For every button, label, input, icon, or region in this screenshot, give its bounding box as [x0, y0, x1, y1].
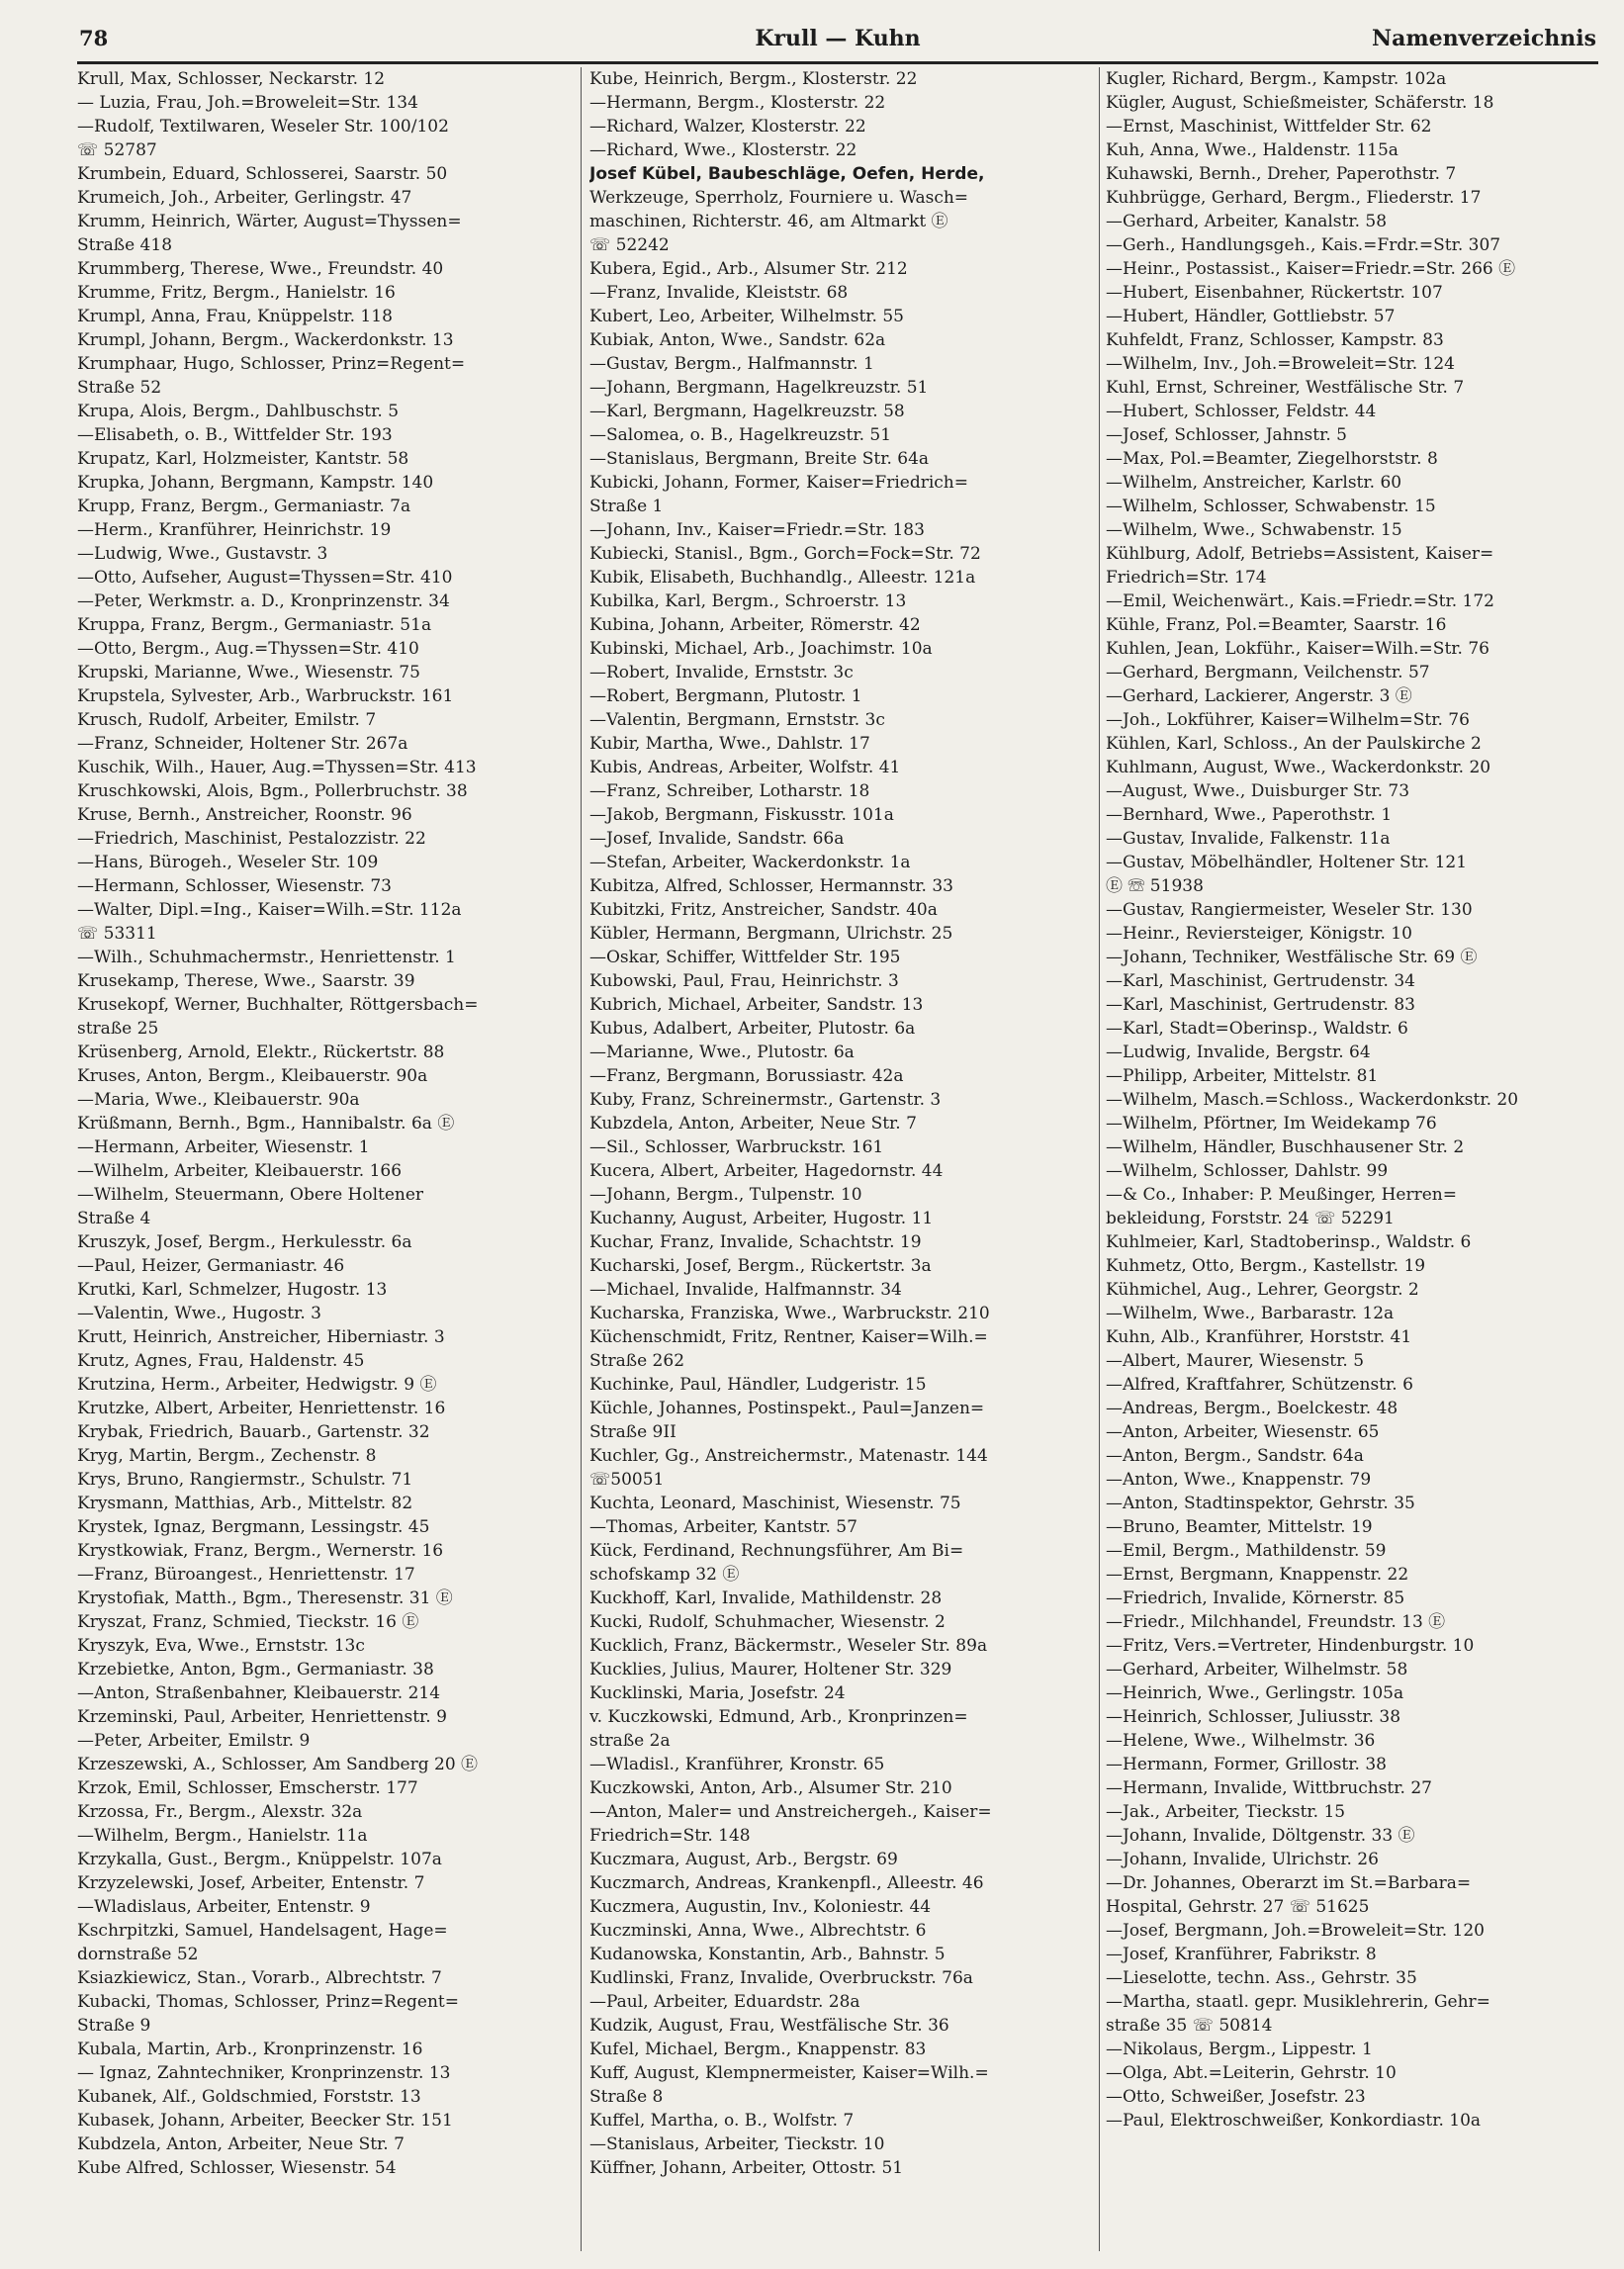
- directory-entry: —Karl, Stadt=Oberinsp., Waldstr. 6: [1106, 1019, 1408, 1039]
- directory-entry: —Peter, Arbeiter, Emilstr. 9: [77, 1731, 311, 1751]
- directory-entry: —Wilhelm, Wwe., Barbarastr. 12a: [1106, 1304, 1395, 1323]
- directory-entry: —Valentin, Wwe., Hugostr. 3: [77, 1304, 321, 1323]
- directory-entry: —Friedrich, Maschinist, Pestalozzistr. 22: [77, 829, 426, 849]
- directory-entry: Kubrich, Michael, Arbeiter, Sandstr. 13: [589, 995, 924, 1015]
- directory-entry: Kucklies, Julius, Maurer, Holtener Str. 329: [589, 1660, 952, 1679]
- directory-entry: —Wilhelm, Händler, Buschhausener Str. 2: [1106, 1137, 1465, 1157]
- directory-entry: Kube, Heinrich, Bergm., Klosterstr. 22: [589, 69, 918, 89]
- directory-entry: —Nikolaus, Bergm., Lippestr. 1: [1106, 2040, 1373, 2059]
- directory-entry: Kuczmera, Augustin, Inv., Koloniestr. 44: [589, 1897, 932, 1917]
- directory-entry: Krumme, Fritz, Bergm., Hanielstr. 16: [77, 283, 396, 303]
- directory-entry: Küchenschmidt, Fritz, Rentner, Kaiser=Wilh.=: [589, 1327, 988, 1347]
- directory-entry: —Dr. Johannes, Oberarzt im St.=Barbara=: [1106, 1873, 1472, 1893]
- directory-entry: —Emil, Weichenwärt., Kais.=Friedr.=Str. 172: [1106, 591, 1494, 611]
- directory-entry: Kuhlmeier, Karl, Stadtoberinsp., Waldstr. 6: [1106, 1232, 1472, 1252]
- directory-entry: —Paul, Elektroschweißer, Konkordiastr. 10a: [1106, 2111, 1482, 2131]
- directory-entry: Kuhawski, Bernh., Dreher, Paperothstr. 7: [1106, 164, 1457, 184]
- directory-entry: Kufel, Michael, Bergm., Knappenstr. 83: [589, 2040, 927, 2059]
- directory-entry: —Emil, Bergm., Mathildenstr. 59: [1106, 1541, 1387, 1561]
- directory-entry: ☏50051: [589, 1470, 665, 1490]
- directory-entry: —Heinrich, Schlosser, Juliusstr. 38: [1106, 1707, 1401, 1727]
- columns: [77, 67, 1598, 2257]
- directory-entry: schofskamp 32 Ⓔ: [589, 1565, 740, 1585]
- directory-entry: Küffner, Johann, Arbeiter, Ottostr. 51: [589, 2158, 904, 2178]
- directory-entry: —Marianne, Wwe., Plutostr. 6a: [589, 1043, 855, 1062]
- directory-entry: Kucki, Rudolf, Schuhmacher, Wiesenstr. 2: [589, 1612, 946, 1632]
- directory-entry: ☏ 52242: [589, 235, 670, 255]
- directory-entry: —Karl, Maschinist, Gertrudenstr. 34: [1106, 971, 1415, 991]
- directory-entry: —Gerhard, Arbeiter, Wilhelmstr. 58: [1106, 1660, 1408, 1679]
- directory-entry: —Peter, Werkmstr. a. D., Kronprinzenstr. 34: [77, 591, 450, 611]
- directory-entry: Kruschkowski, Alois, Bgm., Pollerbruchstr. 38: [77, 781, 468, 801]
- directory-entry: Krull, Max, Schlosser, Neckarstr. 12: [77, 69, 386, 89]
- directory-entry: Kubik, Elisabeth, Buchhandlg., Alleestr. 121a: [589, 568, 976, 588]
- directory-entry: —Hermann, Former, Grillostr. 38: [1106, 1755, 1387, 1774]
- directory-entry: —Otto, Schweißer, Josefstr. 23: [1106, 2087, 1366, 2107]
- directory-entry: bekleidung, Forststr. 24 ☏ 52291: [1106, 1209, 1395, 1228]
- directory-entry: —Thomas, Arbeiter, Kantstr. 57: [589, 1517, 857, 1537]
- directory-entry: Kühle, Franz, Pol.=Beamter, Saarstr. 16: [1106, 615, 1447, 635]
- directory-entry: —Philipp, Arbeiter, Mittelstr. 81: [1106, 1066, 1379, 1086]
- directory-entry: Kuczmarch, Andreas, Krankenpfl., Alleestr. 46: [589, 1873, 984, 1893]
- directory-entry: Kühlburg, Adolf, Betriebs=Assistent, Kaiser=: [1106, 544, 1494, 564]
- directory-entry: —Friedrich, Invalide, Körnerstr. 85: [1106, 1588, 1405, 1608]
- directory-entry: —Hubert, Schlosser, Feldstr. 44: [1106, 402, 1377, 421]
- directory-entry: —Gerhard, Arbeiter, Kanalstr. 58: [1106, 212, 1388, 231]
- directory-entry: Kubinski, Michael, Arb., Joachimstr. 10a: [589, 639, 933, 659]
- directory-entry: straße 25: [77, 1019, 159, 1039]
- directory-entry: Kugler, Richard, Bergm., Kampstr. 102a: [1106, 69, 1447, 89]
- directory-entry: —Paul, Arbeiter, Eduardstr. 28a: [589, 1992, 860, 2012]
- directory-entry: —Friedr., Milchhandel, Freundstr. 13 Ⓔ: [1106, 1612, 1446, 1632]
- directory-entry: Krumm, Heinrich, Wärter, August=Thyssen=: [77, 212, 462, 231]
- directory-entry: —Bruno, Beamter, Mittelstr. 19: [1106, 1517, 1373, 1537]
- directory-entry: Kubert, Leo, Arbeiter, Wilhelmstr. 55: [589, 307, 904, 326]
- directory-entry: Krupstela, Sylvester, Arb., Warbruckstr. 161: [77, 686, 454, 706]
- directory-entry: Kruppa, Franz, Bergm., Germaniastr. 51a: [77, 615, 432, 635]
- directory-entry: —Anton, Straßenbahner, Kleibauerstr. 214: [77, 1683, 441, 1703]
- directory-entry: Krzeszewski, A., Schlosser, Am Sandberg 20 Ⓔ: [77, 1755, 479, 1774]
- directory-entry: —Josef, Kranführer, Fabrikstr. 8: [1106, 1945, 1377, 1964]
- directory-entry: Krzeminski, Paul, Arbeiter, Henriettenstr. 9: [77, 1707, 447, 1727]
- directory-entry: Kuhlmann, August, Wwe., Wackerdonkstr. 20: [1106, 758, 1491, 777]
- directory-entry: Kruse, Bernh., Anstreicher, Roonstr. 96: [77, 805, 412, 825]
- directory-entry: Krüsenberg, Arnold, Elektr., Rückertstr. 88: [77, 1043, 445, 1062]
- directory-entry: Krummberg, Therese, Wwe., Freundstr. 40: [77, 259, 444, 279]
- directory-entry: Straße 418: [77, 235, 173, 255]
- directory-entry: Ⓔ ☏ 51938: [1106, 876, 1204, 896]
- directory-entry: Krys, Bruno, Rangiermstr., Schulstr. 71: [77, 1470, 413, 1490]
- directory-entry: —Johann, Inv., Kaiser=Friedr.=Str. 183: [589, 520, 925, 540]
- directory-entry: Kuh, Anna, Wwe., Haldenstr. 115a: [1106, 140, 1398, 160]
- directory-entry: Kügler, August, Schießmeister, Schäferstr. 18: [1106, 93, 1494, 113]
- directory-entry: Kuhn, Alb., Kranführer, Horststr. 41: [1106, 1327, 1412, 1347]
- directory-entry: Kubilka, Karl, Bergm., Schroerstr. 13: [589, 591, 907, 611]
- directory-entry: —Karl, Bergmann, Hagelkreuzstr. 58: [589, 402, 905, 421]
- directory-entry: —Gustav, Invalide, Falkenstr. 11a: [1106, 829, 1391, 849]
- directory-entry: Kubdzela, Anton, Arbeiter, Neue Str. 7: [77, 2134, 405, 2154]
- directory-entry: Krumpl, Anna, Frau, Knüppelstr. 118: [77, 307, 393, 326]
- directory-entry: Kuff, August, Klempnermeister, Kaiser=Wilh.=: [589, 2063, 989, 2083]
- directory-entry: Kuczmara, August, Arb., Bergstr. 69: [589, 1850, 898, 1869]
- directory-entry: Kübler, Hermann, Bergmann, Ulrichstr. 25: [589, 924, 953, 944]
- directory-entry: —Hermann, Schlosser, Wiesenstr. 73: [77, 876, 392, 896]
- directory-entry: —Wilhelm, Wwe., Schwabenstr. 15: [1106, 520, 1402, 540]
- directory-entry: Krzok, Emil, Schlosser, Emscherstr. 177: [77, 1778, 418, 1798]
- directory-entry: —Franz, Schreiber, Lotharstr. 18: [589, 781, 870, 801]
- directory-entry: —Hubert, Eisenbahner, Rückertstr. 107: [1106, 283, 1443, 303]
- directory-entry: —Franz, Schneider, Holtener Str. 267a: [77, 734, 408, 754]
- directory-entry: —Wilhelm, Pförtner, Im Weidekamp 76: [1106, 1114, 1437, 1134]
- directory-entry: Krusekamp, Therese, Wwe., Saarstr. 39: [77, 971, 415, 991]
- directory-entry: Krutzke, Albert, Arbeiter, Henriettenstr. 16: [77, 1399, 446, 1418]
- directory-entry: Kruses, Anton, Bergm., Kleibauerstr. 90a: [77, 1066, 428, 1086]
- directory-entry: v. Kuczkowski, Edmund, Arb., Kronprinzen=: [589, 1707, 968, 1727]
- directory-entry: dornstraße 52: [77, 1945, 199, 1964]
- directory-entry: —Bernhard, Wwe., Paperothstr. 1: [1106, 805, 1393, 825]
- directory-entry: —August, Wwe., Duisburger Str. 73: [1106, 781, 1410, 801]
- directory-entry: —Ludwig, Wwe., Gustavstr. 3: [77, 544, 328, 564]
- directory-entry: Kuby, Franz, Schreinermstr., Gartenstr. 3: [589, 1090, 942, 1110]
- directory-entry: —Wladisl., Kranführer, Kronstr. 65: [589, 1755, 885, 1774]
- directory-entry: Kuhmetz, Otto, Bergm., Kastellstr. 19: [1106, 1256, 1426, 1276]
- directory-entry: Straße 1: [589, 497, 664, 516]
- directory-entry: Kuchanny, August, Arbeiter, Hugostr. 11: [589, 1209, 934, 1228]
- directory-entry: Kubicki, Johann, Former, Kaiser=Friedrich=: [589, 473, 968, 493]
- directory-entry: Kubiak, Anton, Wwe., Sandstr. 62a: [589, 330, 886, 350]
- directory-entry: —Ernst, Maschinist, Wittfelder Str. 62: [1106, 117, 1432, 136]
- directory-entry: Kudlinski, Franz, Invalide, Overbruckstr. 76a: [589, 1968, 973, 1988]
- directory-entry: Kubiecki, Stanisl., Bgm., Gorch=Fock=Str. 72: [589, 544, 981, 564]
- directory-entry: —Josef, Invalide, Sandstr. 66a: [589, 829, 845, 849]
- directory-entry: Kubanek, Alf., Goldschmied, Forststr. 13: [77, 2087, 421, 2107]
- directory-entry: —Oskar, Schiffer, Wittfelder Str. 195: [589, 948, 901, 967]
- directory-entry: Kubus, Adalbert, Arbeiter, Plutostr. 6a: [589, 1019, 916, 1039]
- directory-entry: Ksiazkiewicz, Stan., Vorarb., Albrechtstr. 7: [77, 1968, 442, 1988]
- directory-page: [77, 22, 1598, 2257]
- directory-entry: —Hubert, Händler, Gottliebstr. 57: [1106, 307, 1396, 326]
- directory-entry: ☏ 52787: [77, 140, 157, 160]
- directory-entry: —Paul, Heizer, Germaniastr. 46: [77, 1256, 345, 1276]
- directory-entry: —Herm., Kranführer, Heinrichstr. 19: [77, 520, 392, 540]
- directory-entry: Kubasek, Johann, Arbeiter, Beecker Str. 151: [77, 2111, 453, 2131]
- directory-entry: Kubzdela, Anton, Arbeiter, Neue Str. 7: [589, 1114, 917, 1134]
- directory-entry: —Gustav, Bergm., Halfmannstr. 1: [589, 354, 874, 374]
- directory-entry: Kubowski, Paul, Frau, Heinrichstr. 3: [589, 971, 899, 991]
- directory-entry: Kuhl, Ernst, Schreiner, Westfälische Str. 7: [1106, 378, 1465, 398]
- directory-entry: Krutt, Heinrich, Anstreicher, Hiberniastr. 3: [77, 1327, 445, 1347]
- directory-entry: Kucklinski, Maria, Josefstr. 24: [589, 1683, 846, 1703]
- directory-entry: Krumeich, Joh., Arbeiter, Gerlingstr. 47: [77, 188, 412, 208]
- directory-entry: —Stanislaus, Arbeiter, Tieckstr. 10: [589, 2134, 885, 2154]
- directory-entry: —Anton, Arbeiter, Wiesenstr. 65: [1106, 1422, 1380, 1442]
- directory-entry: —Franz, Invalide, Kleiststr. 68: [589, 283, 849, 303]
- directory-entry: Kuffel, Martha, o. B., Wolfstr. 7: [589, 2111, 855, 2131]
- directory-entry: —Wilhelm, Anstreicher, Karlstr. 60: [1106, 473, 1402, 493]
- directory-entry: Krusekopf, Werner, Buchhalter, Röttgersbach=: [77, 995, 479, 1015]
- directory-entry: Kryszat, Franz, Schmied, Tieckstr. 16 Ⓔ: [77, 1612, 419, 1632]
- column-3: [1106, 67, 1598, 2253]
- directory-entry: Josef Kübel, Baubeschläge, Oefen, Herde,: [589, 164, 985, 184]
- directory-entry: Kuczkowski, Anton, Arb., Alsumer Str. 210: [589, 1778, 952, 1798]
- directory-entry: Kuchinke, Paul, Händler, Ludgeristr. 15: [589, 1375, 927, 1395]
- directory-entry: Friedrich=Str. 174: [1106, 568, 1267, 588]
- directory-entry: —Johann, Invalide, Döltgenstr. 33 Ⓔ: [1106, 1826, 1415, 1846]
- directory-entry: Kudzik, August, Frau, Westfälische Str. 36: [589, 2016, 949, 2036]
- directory-entry: —Robert, Invalide, Ernststr. 3c: [589, 663, 854, 682]
- directory-entry: —Anton, Maler= und Anstreichergeh., Kaiser=: [589, 1802, 992, 1822]
- directory-entry: Krystek, Ignaz, Bergmann, Lessingstr. 45: [77, 1517, 430, 1537]
- directory-entry: —Johann, Bergm., Tulpenstr. 10: [589, 1185, 862, 1205]
- directory-entry: Straße 9: [77, 2016, 151, 2036]
- directory-entry: —Anton, Bergm., Sandstr. 64a: [1106, 1446, 1364, 1466]
- directory-entry: Krumphaar, Hugo, Schlosser, Prinz=Regent=: [77, 354, 466, 374]
- directory-entry: Kubala, Martin, Arb., Kronprinzenstr. 16: [77, 2040, 423, 2059]
- directory-entry: Kube Alfred, Schlosser, Wiesenstr. 54: [77, 2158, 397, 2178]
- directory-entry: —Hermann, Invalide, Wittbruchstr. 27: [1106, 1778, 1432, 1798]
- directory-entry: Krusch, Rudolf, Arbeiter, Emilstr. 7: [77, 710, 377, 730]
- directory-entry: —Joh., Lokführer, Kaiser=Wilhelm=Str. 76: [1106, 710, 1470, 730]
- directory-entry: Kuchar, Franz, Invalide, Schachtstr. 19: [589, 1232, 922, 1252]
- directory-entry: —Salomea, o. B., Hagelkreuzstr. 51: [589, 425, 892, 445]
- directory-entry: Kucklich, Franz, Bäckermstr., Weseler Str. 89a: [589, 1636, 988, 1656]
- directory-entry: Krupka, Johann, Bergmann, Kampstr. 140: [77, 473, 434, 493]
- directory-entry: —Michael, Invalide, Halfmannstr. 34: [589, 1280, 902, 1300]
- directory-entry: —Martha, staatl. gepr. Musiklehrerin, Gehr=: [1106, 1992, 1490, 2012]
- directory-entry: Kuhfeldt, Franz, Schlosser, Kampstr. 83: [1106, 330, 1444, 350]
- column-2: [589, 67, 1092, 2253]
- directory-entry: Krupp, Franz, Bergm., Germaniastr. 7a: [77, 497, 411, 516]
- directory-entry: —Valentin, Bergmann, Ernststr. 3c: [589, 710, 885, 730]
- directory-entry: —Karl, Maschinist, Gertrudenstr. 83: [1106, 995, 1415, 1015]
- directory-entry: —Josef, Bergmann, Joh.=Broweleit=Str. 120: [1106, 1921, 1485, 1941]
- directory-entry: —Olga, Abt.=Leiterin, Gehrstr. 10: [1106, 2063, 1397, 2083]
- directory-entry: Kruszyk, Josef, Bergm., Herkulesstr. 6a: [77, 1232, 412, 1252]
- directory-entry: —Gerhard, Bergmann, Veilchenstr. 57: [1106, 663, 1430, 682]
- directory-entry: Kuhlen, Jean, Lokführ., Kaiser=Wilh.=Str. 76: [1106, 639, 1489, 659]
- directory-entry: Kück, Ferdinand, Rechnungsführer, Am Bi=: [589, 1541, 964, 1561]
- directory-entry: —Anton, Stadtinspektor, Gehrstr. 35: [1106, 1494, 1415, 1513]
- directory-entry: —Sil., Schlosser, Warbruckstr. 161: [589, 1137, 884, 1157]
- directory-entry: —Wilhelm, Inv., Joh.=Broweleit=Str. 124: [1106, 354, 1455, 374]
- directory-entry: Krzebietke, Anton, Bgm., Germaniastr. 38: [77, 1660, 434, 1679]
- directory-entry: —Albert, Maurer, Wiesenstr. 5: [1106, 1351, 1365, 1371]
- directory-entry: Krupatz, Karl, Holzmeister, Kantstr. 58: [77, 449, 409, 469]
- directory-entry: Straße 262: [589, 1351, 685, 1371]
- directory-entry: —Richard, Walzer, Klosterstr. 22: [589, 117, 866, 136]
- directory-entry: Werkzeuge, Sperrholz, Fourniere u. Wasch=: [589, 188, 969, 208]
- directory-entry: Krystkowiak, Franz, Bergm., Wernerstr. 16: [77, 1541, 444, 1561]
- directory-entry: —Wilhelm, Schlosser, Schwabenstr. 15: [1106, 497, 1436, 516]
- directory-entry: —Andreas, Bergm., Boelckestr. 48: [1106, 1399, 1398, 1418]
- directory-entry: Kuchta, Leonard, Maschinist, Wiesenstr. 75: [589, 1494, 961, 1513]
- directory-entry: —Wilhelm, Masch.=Schloss., Wackerdonkstr. 20: [1106, 1090, 1519, 1110]
- directory-entry: Krystofiak, Matth., Bgm., Theresenstr. 31 Ⓔ: [77, 1588, 453, 1608]
- directory-entry: straße 35 ☏ 50814: [1106, 2016, 1273, 2036]
- directory-entry: Küchle, Johannes, Postinspekt., Paul=Janzen=: [589, 1399, 985, 1418]
- directory-entry: Kryg, Martin, Bergm., Zechenstr. 8: [77, 1446, 377, 1466]
- directory-entry: Krybak, Friedrich, Bauarb., Gartenstr. 32: [77, 1422, 430, 1442]
- directory-entry: Kubir, Martha, Wwe., Dahlstr. 17: [589, 734, 870, 754]
- directory-entry: Hospital, Gehrstr. 27 ☏ 51625: [1106, 1897, 1370, 1917]
- directory-entry: Kubina, Johann, Arbeiter, Römerstr. 42: [589, 615, 921, 635]
- directory-entry: —Ernst, Bergmann, Knappenstr. 22: [1106, 1565, 1409, 1585]
- directory-entry: Kuchler, Gg., Anstreichermstr., Matenastr. 144: [589, 1446, 988, 1466]
- directory-entry: —Gustav, Möbelhändler, Holtener Str. 121: [1106, 853, 1468, 872]
- directory-entry: Kucharski, Josef, Bergm., Rückertstr. 3a: [589, 1256, 932, 1276]
- directory-entry: Kryszyk, Eva, Wwe., Ernststr. 13c: [77, 1636, 365, 1656]
- directory-entry: —Rudolf, Textilwaren, Weseler Str. 100/102: [77, 117, 449, 136]
- directory-entry: —Gustav, Rangiermeister, Weseler Str. 130: [1106, 900, 1473, 920]
- page-header: [77, 22, 1598, 64]
- directory-entry: —Johann, Invalide, Ulrichstr. 26: [1106, 1850, 1379, 1869]
- page-number: 78: [79, 26, 109, 50]
- directory-entry: —Richard, Wwe., Klosterstr. 22: [589, 140, 857, 160]
- directory-entry: Krumbein, Eduard, Schlosserei, Saarstr. 50: [77, 164, 448, 184]
- directory-entry: Krupa, Alois, Bergm., Dahlbuschstr. 5: [77, 402, 400, 421]
- directory-entry: straße 2a: [589, 1731, 671, 1751]
- directory-entry: —Franz, Büroangest., Henriettenstr. 17: [77, 1565, 415, 1585]
- directory-entry: Krumpl, Johann, Bergm., Wackerdonkstr. 13: [77, 330, 454, 350]
- directory-entry: Kuckhoff, Karl, Invalide, Mathildenstr. 28: [589, 1588, 943, 1608]
- directory-entry: Kuschik, Wilh., Hauer, Aug.=Thyssen=Str. 413: [77, 758, 477, 777]
- directory-entry: —Wilhelm, Bergm., Hanielstr. 11a: [77, 1826, 368, 1846]
- directory-entry: —Elisabeth, o. B., Wittfelder Str. 193: [77, 425, 393, 445]
- directory-entry: Kubitzki, Fritz, Anstreicher, Sandstr. 40a: [589, 900, 938, 920]
- directory-entry: — Luzia, Frau, Joh.=Broweleit=Str. 134: [77, 93, 418, 113]
- directory-entry: —Max, Pol.=Beamter, Ziegelhorststr. 8: [1106, 449, 1438, 469]
- directory-entry: —Heinrich, Wwe., Gerlingstr. 105a: [1106, 1683, 1404, 1703]
- directory-entry: —Helene, Wwe., Wilhelmstr. 36: [1106, 1731, 1376, 1751]
- directory-entry: —Gerh., Handlungsgeh., Kais.=Frdr.=Str. 307: [1106, 235, 1501, 255]
- directory-entry: —Lieselotte, techn. Ass., Gehrstr. 35: [1106, 1968, 1417, 1988]
- directory-entry: —Wilhelm, Schlosser, Dahlstr. 99: [1106, 1161, 1389, 1181]
- directory-entry: —Wilhelm, Steuermann, Obere Holtener: [77, 1185, 424, 1205]
- directory-entry: —Fritz, Vers.=Vertreter, Hindenburgstr. 10: [1106, 1636, 1475, 1656]
- directory-entry: Krupski, Marianne, Wwe., Wiesenstr. 75: [77, 663, 420, 682]
- directory-entry: —Heinr., Reviersteiger, Königstr. 10: [1106, 924, 1412, 944]
- directory-entry: —Alfred, Kraftfahrer, Schützenstr. 6: [1106, 1375, 1413, 1395]
- directory-entry: —Wladislaus, Arbeiter, Entenstr. 9: [77, 1897, 371, 1917]
- directory-entry: Krzykalla, Gust., Bergm., Knüppelstr. 107a: [77, 1850, 442, 1869]
- directory-entry: —Robert, Bergmann, Plutostr. 1: [589, 686, 862, 706]
- directory-entry: —Franz, Bergmann, Borussiastr. 42a: [589, 1066, 904, 1086]
- directory-entry: —Hans, Bürogeh., Weseler Str. 109: [77, 853, 379, 872]
- directory-entry: —Ludwig, Invalide, Bergstr. 64: [1106, 1043, 1371, 1062]
- directory-entry: —Johann, Bergmann, Hagelkreuzstr. 51: [589, 378, 929, 398]
- directory-entry: —Hermann, Arbeiter, Wiesenstr. 1: [77, 1137, 370, 1157]
- directory-entry: Kudanowska, Konstantin, Arb., Bahnstr. 5: [589, 1945, 946, 1964]
- directory-entry: Kucera, Albert, Arbeiter, Hagedornstr. 44: [589, 1161, 944, 1181]
- directory-entry: Krzyzelewski, Josef, Arbeiter, Entenstr. 7: [77, 1873, 425, 1893]
- directory-entry: Kschrpitzki, Samuel, Handelsagent, Hage=: [77, 1921, 448, 1941]
- directory-entry: Friedrich=Str. 148: [589, 1826, 751, 1846]
- directory-entry: Straße 52: [77, 378, 162, 398]
- directory-entry: Kubis, Andreas, Arbeiter, Wolfstr. 41: [589, 758, 901, 777]
- directory-entry: —Hermann, Bergm., Klosterstr. 22: [589, 93, 886, 113]
- directory-entry: Kucharska, Franziska, Wwe., Warbruckstr. 210: [589, 1304, 990, 1323]
- directory-entry: —Heinr., Postassist., Kaiser=Friedr.=Str. 266 Ⓔ: [1106, 259, 1516, 279]
- directory-entry: Kuhbrügge, Gerhard, Bergm., Fliederstr. 17: [1106, 188, 1482, 208]
- column-1: [77, 67, 574, 2253]
- directory-entry: —Johann, Techniker, Westfälische Str. 69 Ⓔ: [1106, 948, 1478, 967]
- directory-entry: Kubacki, Thomas, Schlosser, Prinz=Regent=: [77, 1992, 460, 2012]
- directory-entry: ☏ 53311: [77, 924, 157, 944]
- directory-entry: —Gerhard, Lackierer, Angerstr. 3 Ⓔ: [1106, 686, 1412, 706]
- directory-entry: Kubitza, Alfred, Schlosser, Hermannstr. 33: [589, 876, 953, 896]
- directory-entry: Krutz, Agnes, Frau, Haldenstr. 45: [77, 1351, 365, 1371]
- directory-entry: Kühlen, Karl, Schloss., An der Paulskirche 2: [1106, 734, 1482, 754]
- directory-entry: —Maria, Wwe., Kleibauerstr. 90a: [77, 1090, 360, 1110]
- directory-entry: maschinen, Richterstr. 46, am Altmarkt Ⓔ: [589, 212, 948, 231]
- directory-entry: Kühmichel, Aug., Lehrer, Georgstr. 2: [1106, 1280, 1419, 1300]
- directory-entry: — Ignaz, Zahntechniker, Kronprinzenstr. 13: [77, 2063, 451, 2083]
- directory-entry: —Otto, Aufseher, August=Thyssen=Str. 410: [77, 568, 453, 588]
- directory-entry: Kuczminski, Anna, Wwe., Albrechtstr. 6: [589, 1921, 927, 1941]
- directory-entry: Straße 9II: [589, 1422, 677, 1442]
- directory-entry: —Stefan, Arbeiter, Wackerdonkstr. 1a: [589, 853, 911, 872]
- directory-entry: —Wilhelm, Arbeiter, Kleibauerstr. 166: [77, 1161, 403, 1181]
- directory-entry: —Jakob, Bergmann, Fiskusstr. 101a: [589, 805, 894, 825]
- directory-entry: Krutzina, Herm., Arbeiter, Hedwigstr. 9 Ⓔ: [77, 1375, 437, 1395]
- directory-entry: —Anton, Wwe., Knappenstr. 79: [1106, 1470, 1372, 1490]
- directory-entry: —Walter, Dipl.=Ing., Kaiser=Wilh.=Str. 112a: [77, 900, 462, 920]
- directory-entry: Krysmann, Matthias, Arb., Mittelstr. 82: [77, 1494, 413, 1513]
- directory-entry: —Otto, Bergm., Aug.=Thyssen=Str. 410: [77, 639, 419, 659]
- directory-entry: Krüßmann, Bernh., Bgm., Hannibalstr. 6a Ⓔ: [77, 1114, 455, 1134]
- directory-entry: —Stanislaus, Bergmann, Breite Str. 64a: [589, 449, 930, 469]
- section-title: Namenverzeichnis: [1372, 26, 1596, 51]
- directory-entry: Krzossa, Fr., Bergm., Alexstr. 32a: [77, 1802, 363, 1822]
- directory-entry: —Josef, Schlosser, Jahnstr. 5: [1106, 425, 1347, 445]
- directory-entry: —& Co., Inhaber: P. Meußinger, Herren=: [1106, 1185, 1457, 1205]
- directory-entry: Straße 8: [589, 2087, 664, 2107]
- directory-entry: —Jak., Arbeiter, Tieckstr. 15: [1106, 1802, 1346, 1822]
- directory-entry: Kubera, Egid., Arb., Alsumer Str. 212: [589, 259, 908, 279]
- directory-entry: —Wilh., Schuhmachermstr., Henriettenstr. 1: [77, 948, 456, 967]
- directory-entry: Straße 4: [77, 1209, 151, 1228]
- directory-entry: Krutki, Karl, Schmelzer, Hugostr. 13: [77, 1280, 388, 1300]
- name-range: Krull — Kuhn: [755, 26, 921, 51]
